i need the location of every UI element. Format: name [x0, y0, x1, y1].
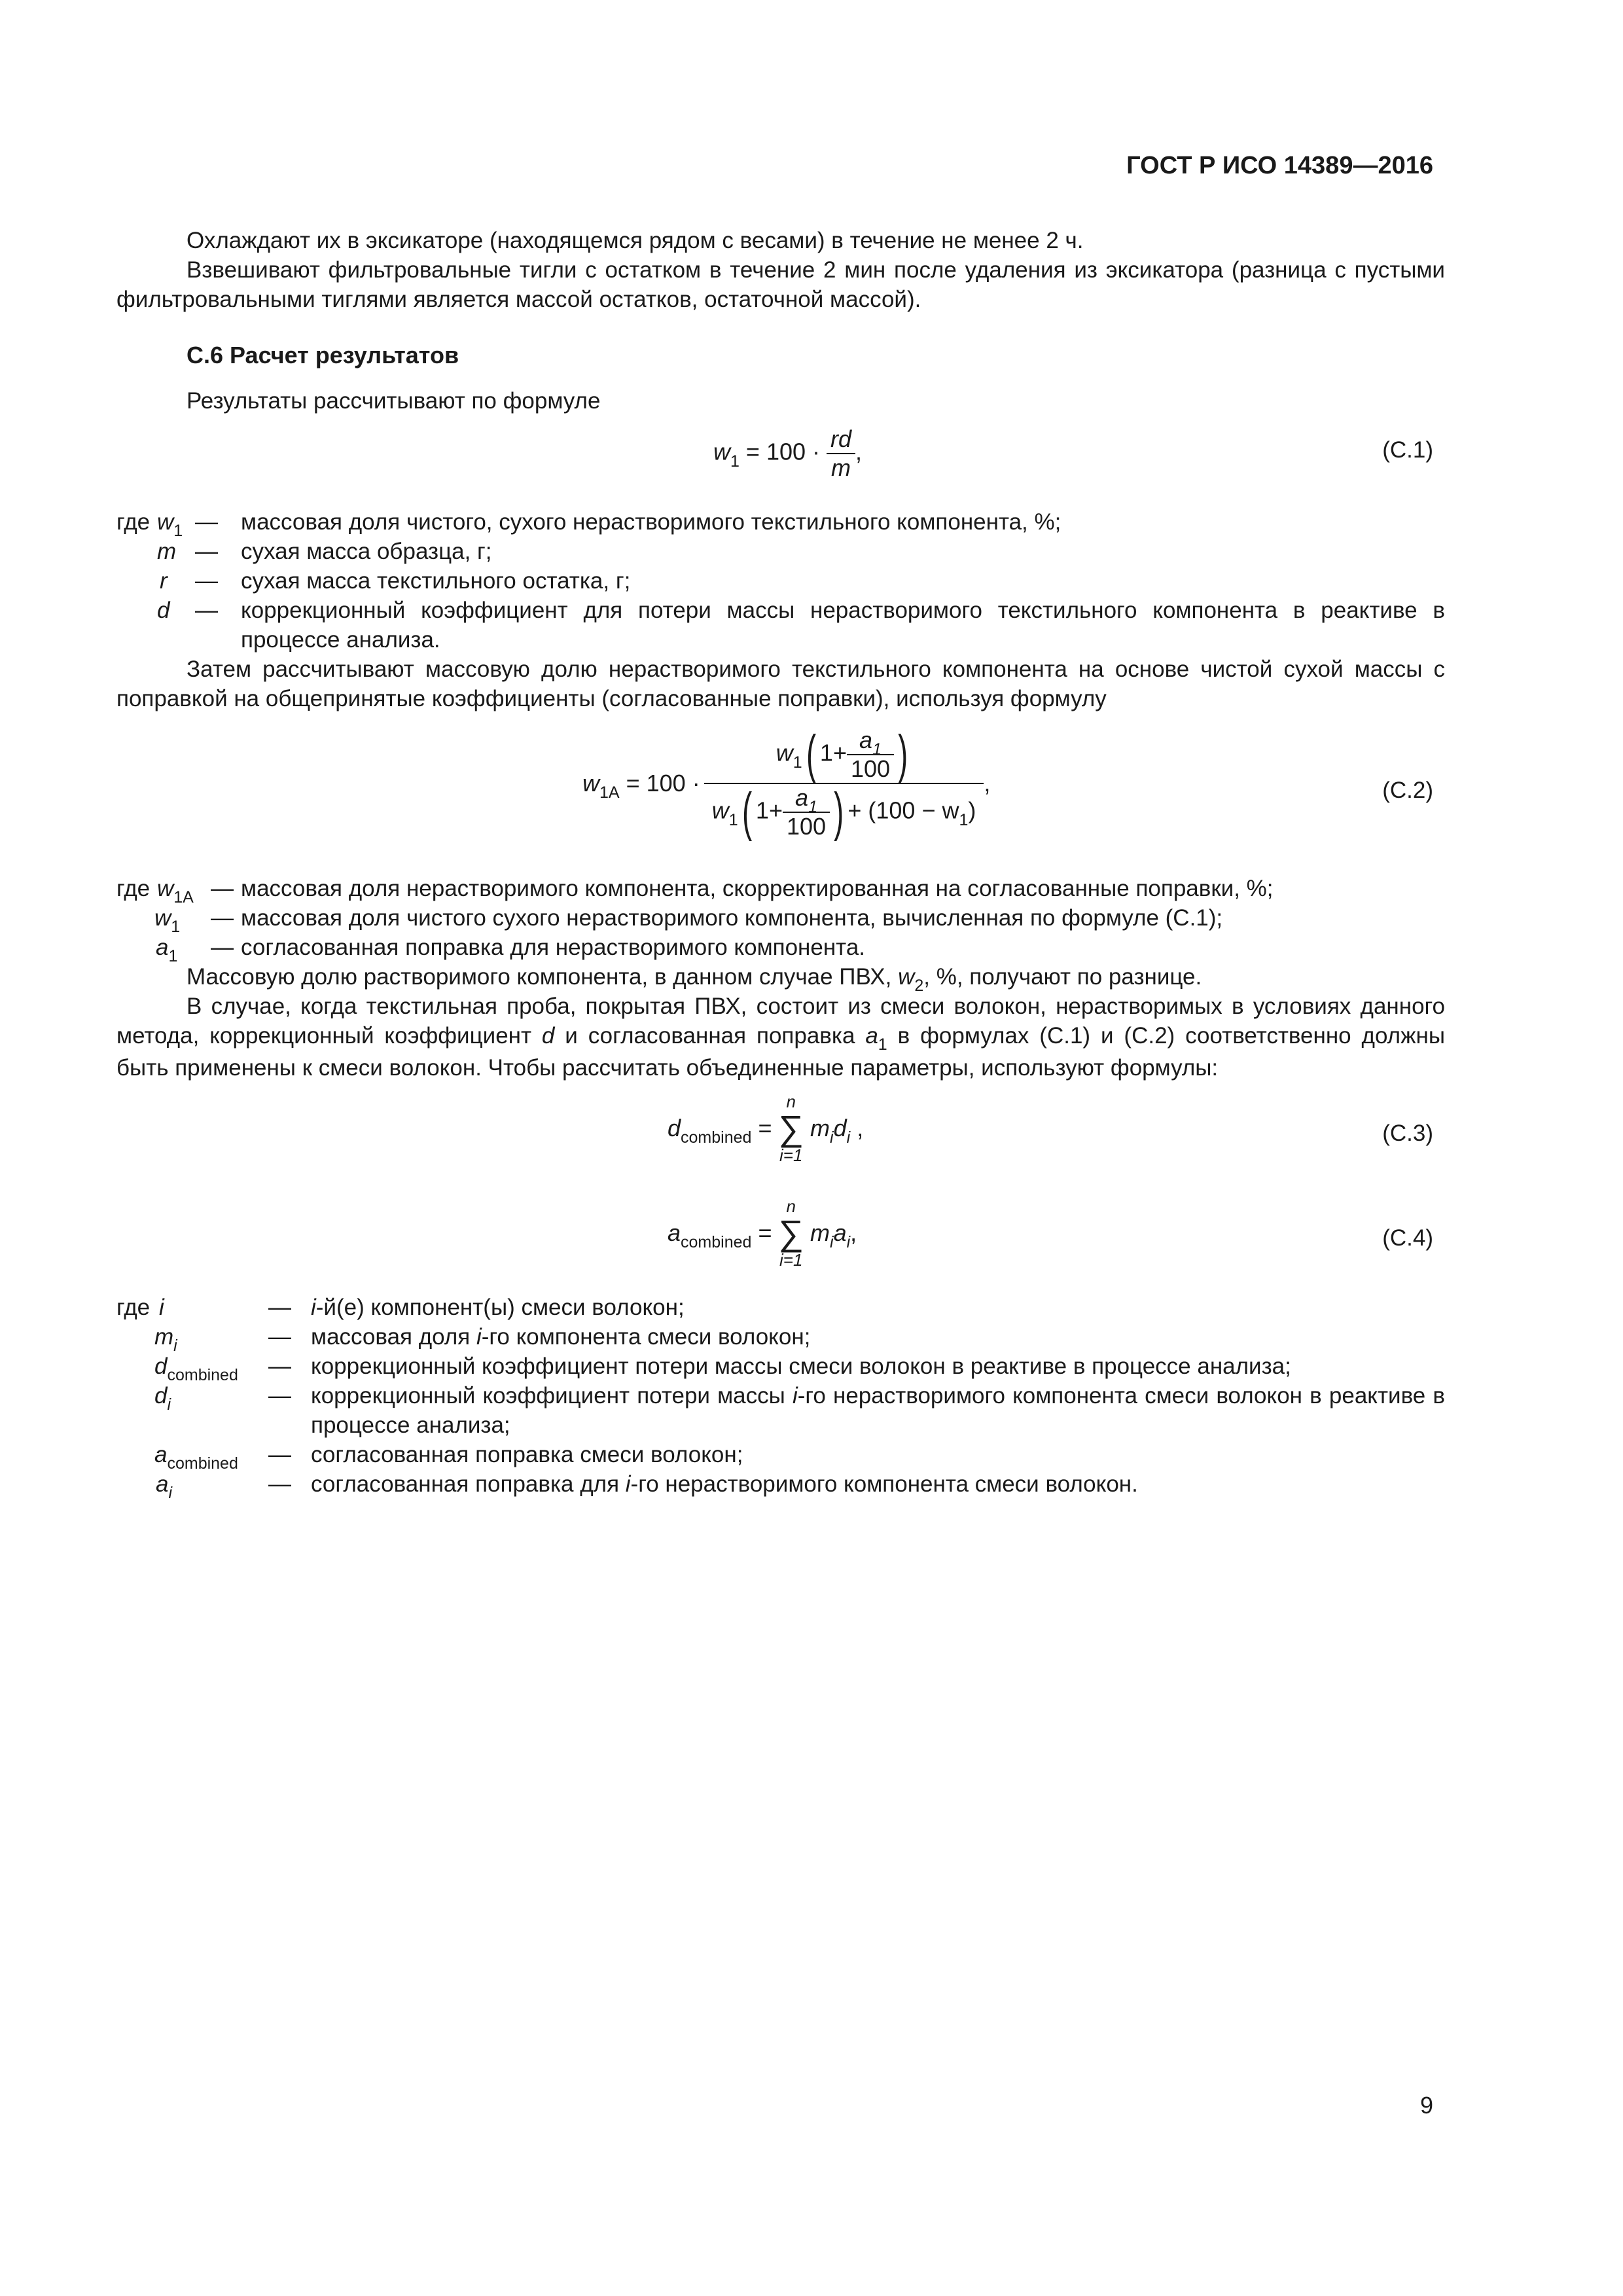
where-label: где	[116, 1295, 151, 1320]
mixture-paragraph: В случае, когда текстильная проба, покрытая ПВХ, состоит из смеси волокон, нерастворимых в условиях данного метода, коррекционный коэффициент d и согласованная поправка $a_1$ в формулах (С.1) и (С.2) соответственно должны быть применены к смеси волокон. Чтобы рассчитать объединенные параметры, используют формулы:	[116, 994, 1445, 1081]
fraction-main: $w_1$( 1+ $\frac{a_1}{100}$ ) $w_1$( 1+ $\frac{a_1}{100}$ ) + $(100 - w_1)$	[704, 726, 984, 840]
def-symbol: $w_1$	[157, 509, 183, 540]
def-symbol: $w_1$	[154, 905, 181, 936]
def-dash: —	[268, 1383, 291, 1408]
equation-number-c4: (С.4)	[1382, 1225, 1433, 1251]
def-symbol: $a_i$	[156, 1471, 173, 1502]
def-text: коррекционный коэффициент потери массы смеси волокон в реактиве в процессе анализа;	[311, 1354, 1291, 1379]
section-title: С.6 Расчет результатов	[187, 342, 459, 368]
equation-number-c3: (С.3)	[1382, 1121, 1433, 1146]
def-dash: —	[268, 1471, 291, 1497]
sum-symbol: n ∑ i=1	[778, 1196, 804, 1270]
def-text: массовая доля чистого сухого нерастворимого компонента, вычисленная по формуле (С.1);	[241, 905, 1223, 931]
def-text: коррекционный коэффициент потери массы i-го нерастворимого компонента смеси волокон в реактиве в процессе анализа;	[311, 1383, 1445, 1438]
def-dash: —	[211, 876, 234, 901]
def-symbol: d	[157, 598, 170, 623]
def-text: массовая доля нерастворимого компонента, скорректированная на согласованные поправки, %;	[241, 876, 1274, 901]
formula-c4: $a_{combined}$ = n ∑ i=1 $m_ia_i$,	[668, 1196, 857, 1270]
equation-number-c2: (С.2)	[1382, 778, 1433, 803]
def-dash: —	[195, 509, 218, 535]
def-dash: —	[211, 935, 234, 960]
def-text: сухая масса образца, г;	[241, 539, 492, 564]
def-dash: —	[268, 1354, 291, 1379]
def-symbol: i	[159, 1295, 164, 1320]
where-label: где	[116, 509, 151, 535]
def-symbol: $m_i$	[154, 1324, 177, 1355]
def-symbol: $d_i$	[154, 1383, 171, 1414]
def-text: коррекционный коэффициент для потери массы нерастворимого текстильного компонента в реактиве в процессе анализа.	[241, 598, 1445, 653]
def-symbol: $a_{combined}$	[154, 1442, 238, 1473]
def-symbol: $d_{combined}$	[154, 1354, 238, 1384]
def-symbol: $w_{1A}$	[157, 876, 194, 906]
formula-c2: $w_{1A} = 100$ · $w_1$( 1+ $\frac{a_1}{100}$ ) $w_1$( 1+ $\frac{a_1}{100}$ ) + $(100 - w_1)$ ,	[582, 725, 991, 842]
formula-c3: $d_{combined}$ = n ∑ i=1 $m_id_i$ ,	[668, 1092, 864, 1165]
document-header: ГОСТ Р ИСО 14389—2016	[1126, 152, 1433, 179]
def-dash: —	[268, 1442, 291, 1467]
def-dash: —	[268, 1324, 291, 1350]
equation-number-c1: (С.1)	[1382, 437, 1433, 463]
def-dash: —	[195, 539, 218, 564]
mid-paragraph: Затем рассчитывают массовую долю нерастворимого текстильного компонента на основе чистой сухой массы с поправкой на общепринятые коэффициенты (согласованные поправки), используя формулу	[116, 656, 1445, 711]
def-text: согласованная поправка смеси волокон;	[311, 1442, 743, 1467]
def-text: i-й(е) компонент(ы) смеси волокон;	[311, 1295, 685, 1320]
def-text: согласованная поправка для нерастворимого компонента.	[241, 935, 866, 960]
soluble-paragraph: Массовую долю растворимого компонента, в данном случае ПВХ, $w_2$, %, получают по разнице.	[187, 964, 1202, 995]
intro-paragraph-1: Охлаждают их в эксикаторе (находящемся рядом с весами) в течение не менее 2 ч.	[187, 228, 1084, 253]
where-label: где	[116, 876, 151, 901]
sum-symbol: n ∑ i=1	[778, 1092, 804, 1165]
def-text: согласованная поправка для i-го нерастворимого компонента смеси волокон.	[311, 1471, 1138, 1497]
def-dash: —	[195, 598, 218, 623]
def-symbol: $a_1$	[156, 935, 178, 965]
intro-paragraph-2: Взвешивают фильтровальные тигли с остатком в течение 2 мин после удаления из эксикатора (разница с пустыми фильтровальными тиглями является массой остатков, остаточной массой).	[116, 257, 1445, 312]
def-symbol: m	[157, 539, 177, 564]
def-text: массовая доля i-го компонента смеси волокон;	[311, 1324, 811, 1350]
formula-c1: $w_1 = 100$ · $\frac{rd}{m}$ ,	[713, 425, 863, 481]
def-dash: —	[195, 568, 218, 594]
def-dash: —	[211, 905, 234, 931]
section-lead: Результаты рассчитывают по формуле	[187, 388, 601, 414]
page-number: 9	[1419, 2092, 1433, 2119]
fraction-rd-over-m: $\frac{rd}{m}$	[827, 425, 855, 482]
def-dash: —	[268, 1295, 291, 1320]
def-text: сухая масса текстильного остатка, г;	[241, 568, 631, 594]
def-text: массовая доля чистого, сухого нерастворимого текстильного компонента, %;	[241, 509, 1061, 535]
def-symbol: r	[160, 568, 168, 594]
